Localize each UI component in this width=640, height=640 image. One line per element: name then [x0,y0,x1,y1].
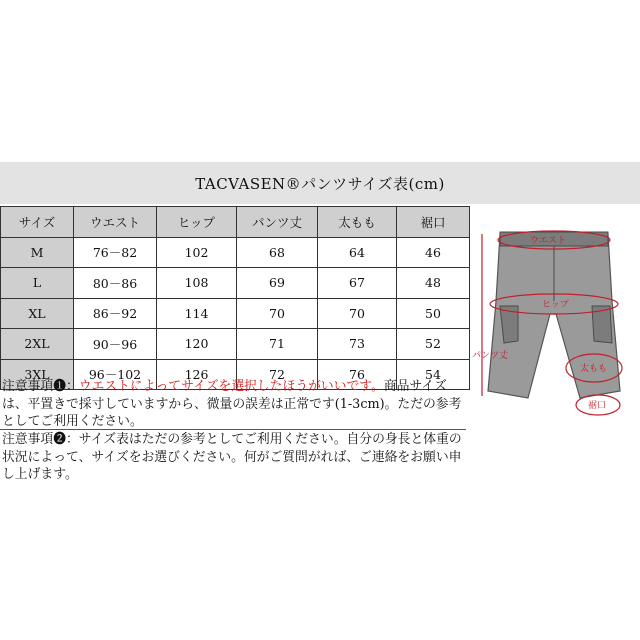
label-length: パンツ丈 [472,351,509,361]
page-title: TACVASEN®パンツサイズ表(cm) [195,174,445,193]
cell-length: 72 [237,359,318,390]
cell-hip: 102 [157,237,237,268]
header-size: サイズ [1,207,74,238]
header-waist: ウエスト [74,207,157,238]
cell-hem: 52 [397,329,470,360]
header-length: パンツ丈 [237,207,318,238]
table-header-row [1,207,470,238]
note-1-prefix: 注意事項❶： [2,379,79,394]
table-row [1,298,470,329]
cell-thigh: 73 [318,329,397,360]
cell-thigh: 67 [318,268,397,299]
table-row [1,268,470,299]
table-row [1,329,470,360]
cell-waist: 80－86 [74,268,157,299]
pants-illustration [470,206,640,436]
cell-length: 70 [237,298,318,329]
cell-hip: 114 [157,298,237,329]
row-size: L [1,268,74,299]
cell-thigh: 76 [318,359,397,390]
cell-thigh: 64 [318,237,397,268]
label-hem: 裾口 [588,401,607,411]
cell-hem: 48 [397,268,470,299]
label-waist: ウエスト [530,236,567,246]
note-2 [2,431,472,484]
header-hem: 裾口 [397,207,470,238]
table-row [1,237,470,268]
size-table [0,206,470,390]
label-thigh: 太もも [580,364,608,374]
note-2-text: 注意事項❷：サイズ表はただの参考としてご利用ください。自分の身長と体重の状況によって、サイズをお選びください。何がご質問がれば、ご連絡をお願い申し上げます。 [2,432,462,482]
pants-diagram [470,206,640,436]
cell-hip: 108 [157,268,237,299]
title-bar [0,162,640,204]
cell-hem: 46 [397,237,470,268]
cell-length: 68 [237,237,318,268]
divider [0,429,466,430]
header-hip: ヒップ [157,207,237,238]
note-1-rest: 商品サイズは、平置きで採寸していますから、微量の誤差は正常です(1-3cm)。ただの参考としてご利用ください。 [2,379,462,429]
cell-waist: 90－96 [74,329,157,360]
note-1 [2,378,472,431]
label-hip: ヒップ [542,300,569,310]
cell-waist: 86－92 [74,298,157,329]
cell-length: 71 [237,329,318,360]
header-thigh: 太もも [318,207,397,238]
cell-hip: 120 [157,329,237,360]
cell-length: 69 [237,268,318,299]
note-1-highlight: ウエストによってサイズを選択したほうがいいです。 [78,379,384,394]
row-size: M [1,237,74,268]
cell-thigh: 70 [318,298,397,329]
cell-hip: 126 [157,359,237,390]
cell-waist: 76－82 [74,237,157,268]
row-size: 2XL [1,329,74,360]
cell-hem: 50 [397,298,470,329]
row-size: 3XL [1,359,74,390]
cell-waist: 96－102 [74,359,157,390]
row-size: XL [1,298,74,329]
cell-hem: 54 [397,359,470,390]
